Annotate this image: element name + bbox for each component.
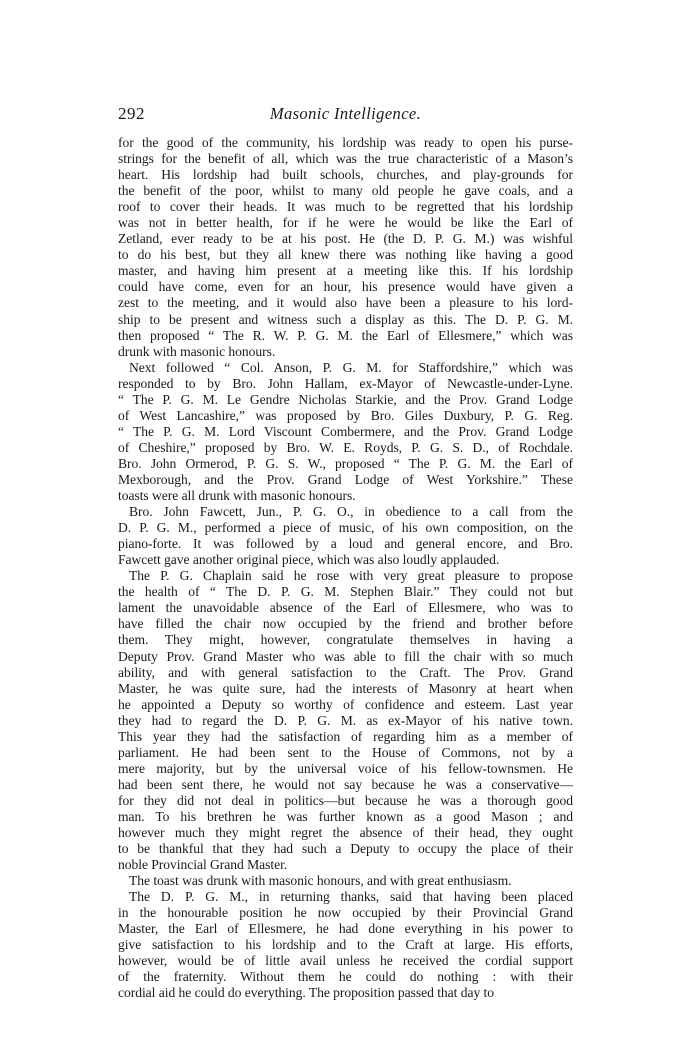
- text-line: of the fraternity. Without them he could do nothing : with their: [118, 969, 573, 985]
- paragraph: [118, 360, 573, 504]
- text-line: give satisfaction to his lordship and to the Craft at large. His efforts,: [118, 937, 573, 953]
- text-line: for they did not deal in politics—but because he was a thorough good: [118, 792, 573, 808]
- text-line: The P. G. Chaplain said he rose with very great pleasure to propose: [129, 568, 573, 584]
- text-line: however, would be of little avail unless he received the cordial support: [118, 953, 573, 969]
- text-line: Master, he was quite sure, had the interests of Masonry at heart when: [118, 680, 573, 696]
- text-line: parliament. He had been sent to the House of Commons, not by a: [118, 744, 573, 760]
- text-line: then proposed “ The R. W. P. G. M. the Earl of Ellesmere,” which was: [118, 327, 573, 343]
- text-line: Deputy Prov. Grand Master who was able to fill the chair with so much: [118, 648, 573, 664]
- text-line: Fawcett gave another original piece, which was also loudly applauded.: [118, 552, 500, 568]
- text-line: to do his best, but they all knew there was nothing like having a good: [118, 247, 573, 263]
- text-line: strings for the benefit of all, which was the true characteristic of a Mason’s: [118, 151, 573, 167]
- text-line: cordial aid he could do everything. The proposition passed that day to: [118, 985, 495, 1001]
- text-line: Next followed “ Col. Anson, P. G. M. for Staffordshire,” which was: [129, 359, 573, 375]
- text-line: toasts were all drunk with masonic honours.: [118, 488, 356, 504]
- text-line: in the honourable position he now occupied by their Provincial Grand: [118, 905, 573, 921]
- paragraph: [118, 135, 573, 360]
- text-line: master, and having him present at a meeting like this. If his lordship: [118, 263, 573, 279]
- text-line: they had to regard the D. P. G. M. as ex-Mayor of his native town.: [118, 712, 573, 728]
- running-head: [118, 104, 573, 126]
- text-line: Mexborough, and the Prov. Grand Lodge of West Yorkshire.” These: [118, 471, 573, 487]
- text-line: however much they might regret the absence of their head, they ought: [118, 825, 573, 841]
- text-line: ability, and with general satisfaction to the Craft. The Prov. Grand: [118, 664, 573, 680]
- text-line: Zetland, ever ready to be at his post. He (the D. P. G. M.) was wishful: [118, 231, 573, 247]
- text-line: of Cheshire,” proposed by Bro. W. E. Royds, P. G. S. D., of Rochdale.: [118, 439, 573, 455]
- text-line: “ The P. G. M. Le Gendre Nicholas Starkie, and the Prov. Grand Lodge: [118, 391, 573, 407]
- text-line: had been sent there, he would not say because he was a conservative—: [118, 776, 573, 792]
- text-line: D. P. G. M., performed a piece of music, of his own composition, on the: [118, 520, 573, 536]
- text-line: responded to by Bro. John Hallam, ex-Mayor of Newcastle-under-Lyne.: [118, 375, 573, 391]
- text-line: ship to be present and witness such a display as this. The D. P. G. M.: [118, 311, 573, 327]
- text-line: them. They might, however, congratulate themselves in having a: [118, 632, 573, 648]
- text-line: to be thankful that they had such a Deputy to occupy the place of their: [118, 841, 573, 857]
- text-line: roof to cover their heads. It was much to be regretted that his lordship: [118, 199, 573, 215]
- paragraph: [118, 873, 573, 889]
- body-text: [118, 135, 573, 1002]
- text-line: heart. His lordship had built schools, churches, and play-grounds for: [118, 167, 573, 183]
- text-line: zest to the meeting, and it would also have been a pleasure to his lord-: [118, 295, 573, 311]
- text-line: Master, the Earl of Ellesmere, he had done everything in his power to: [118, 921, 573, 937]
- running-title: Masonic Intelligence.: [269, 104, 422, 123]
- text-line: could have come, even for an hour, his presence would have given a: [118, 279, 573, 295]
- text-line: was not in better health, for if he were he would be like the Earl of: [118, 215, 573, 231]
- text-line: for the good of the community, his lordship was ready to open his purse-: [118, 135, 573, 150]
- text-line: lament the unavoidable absence of the Earl of Ellesmere, who was to: [118, 600, 573, 616]
- text-line: noble Provincial Grand Master.: [118, 857, 288, 873]
- text-line: “ The P. G. M. Lord Viscount Combermere, and the Prov. Grand Lodge: [118, 423, 573, 439]
- text-line: of West Lancashire,” was proposed by Bro. Giles Duxbury, P. G. Reg.: [118, 407, 573, 423]
- text-line: he appointed a Deputy so worthy of confidence and esteem. Last year: [118, 696, 573, 712]
- text-line: The D. P. G. M., in returning thanks, said that having been placed: [129, 889, 573, 905]
- paragraph: [118, 568, 573, 873]
- text-line: Bro. John Fawcett, Jun., P. G. O., in obedience to a call from the: [129, 504, 573, 520]
- text-line: the health of “ The D. P. G. M. Stephen Blair.” They could not but: [118, 584, 573, 600]
- page-number: 292: [118, 104, 145, 123]
- text-line: piano-forte. It was followed by a loud and general encore, and Bro.: [118, 536, 573, 552]
- text-line: have filled the chair now occupied by the friend and brother before: [118, 616, 573, 632]
- text-line: the benefit of the poor, whilst to many old people he gave coals, and a: [118, 183, 573, 199]
- book-page: [118, 104, 573, 1002]
- text-line: The toast was drunk with masonic honours, and with great enthusiasm.: [129, 873, 512, 889]
- text-line: This year they had the satisfaction of regarding him as a member of: [118, 728, 573, 744]
- paragraph: [118, 889, 573, 1001]
- text-line: Bro. John Ormerod, P. G. S. W., proposed “ The P. G. M. the Earl of: [118, 455, 573, 471]
- paragraph: [118, 504, 573, 568]
- text-line: drunk with masonic honours.: [118, 343, 276, 359]
- text-line: man. To his brethren he was further known as a good Mason ; and: [118, 808, 573, 824]
- text-line: mere majority, but by the universal voice of his fellow-townsmen. He: [118, 760, 573, 776]
